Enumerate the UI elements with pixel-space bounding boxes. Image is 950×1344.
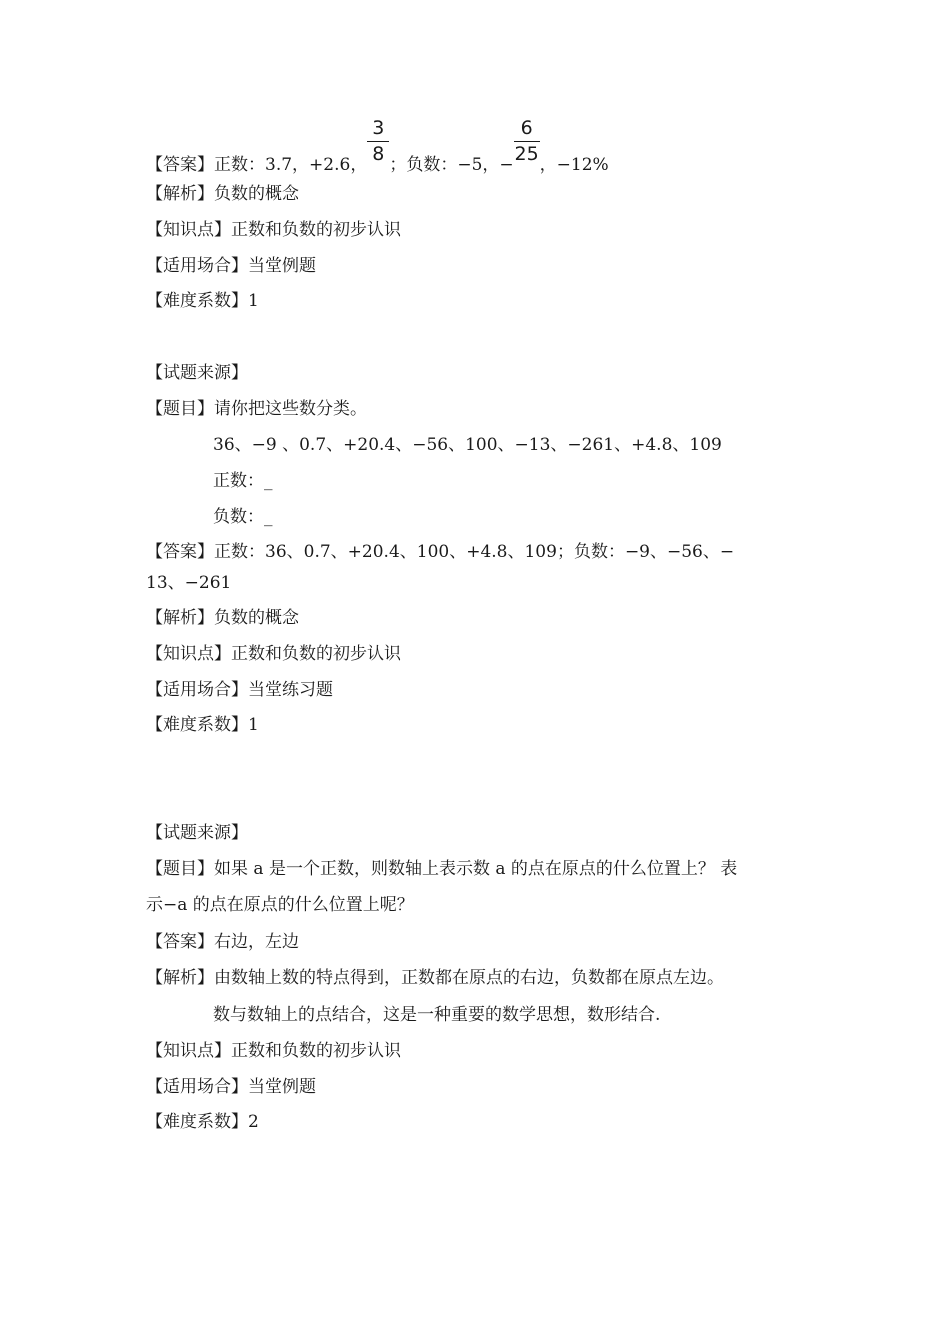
answer-end-text: ，−12%	[539, 155, 609, 175]
answer-line-continued: 13、−261	[146, 573, 232, 593]
source-line: 【试题来源】	[146, 363, 248, 383]
scenario-line: 【适用场合】当堂例题	[146, 256, 316, 276]
scenario-line: 【适用场合】当堂例题	[146, 1077, 316, 1097]
knowledge-line: 【知识点】正数和负数的初步认识	[146, 1041, 401, 1061]
fraction-bar	[514, 141, 540, 142]
fraction-numerator: 3	[372, 117, 385, 139]
scenario-line: 【适用场合】当堂练习题	[146, 680, 333, 700]
answer-line: 【答案】正数：36、0.7、+20.4、100、+4.8、109；负数：−9、−56、−	[146, 542, 735, 562]
answer-middle-text: ；负数：−5，−	[389, 155, 514, 175]
fraction-denominator: 25	[514, 143, 539, 165]
analysis-line-continued: 数与数轴上的点结合，这是一种重要的数学思想，数形结合.	[213, 1005, 661, 1025]
answer-label: 【答案】	[146, 155, 214, 175]
numbers-list: 36、−9 、0.7、+20.4、−56、100、−13、−261、+4.8、109	[213, 435, 722, 455]
positive-blank: 正数：_	[213, 471, 273, 491]
difficulty-line: 【难度系数】2	[146, 1112, 259, 1132]
answer-line	[146, 117, 609, 177]
fraction-denominator: 8	[372, 143, 385, 165]
question-line: 【题目】请你把这些数分类。	[146, 399, 367, 419]
difficulty-line: 【难度系数】1	[146, 291, 259, 311]
source-line: 【试题来源】	[146, 823, 248, 843]
question-line: 【题目】如果 a 是一个正数，则数轴上表示数 a 的点在原点的什么位置上？ 表	[146, 859, 738, 879]
analysis-line: 【解析】负数的概念	[146, 608, 299, 628]
analysis-line: 【解析】负数的概念	[146, 184, 299, 204]
answer-positive-text: 正数：3.7，+2.6，	[214, 155, 368, 175]
analysis-line: 【解析】由数轴上数的特点得到，正数都在原点的右边，负数都在原点左边。	[146, 968, 724, 988]
knowledge-line: 【知识点】正数和负数的初步认识	[146, 220, 401, 240]
fraction-numerator: 6	[520, 117, 533, 139]
knowledge-line: 【知识点】正数和负数的初步认识	[146, 644, 401, 664]
fraction-six-twentyfifths	[514, 117, 540, 170]
fraction-three-eighths	[367, 117, 389, 170]
question-line-continued: 示−a 的点在原点的什么位置上呢？	[146, 895, 414, 915]
negative-blank: 负数：_	[213, 507, 273, 527]
fraction-bar	[367, 141, 389, 142]
difficulty-line: 【难度系数】1	[146, 715, 259, 735]
answer-line: 【答案】右边，左边	[146, 932, 299, 952]
